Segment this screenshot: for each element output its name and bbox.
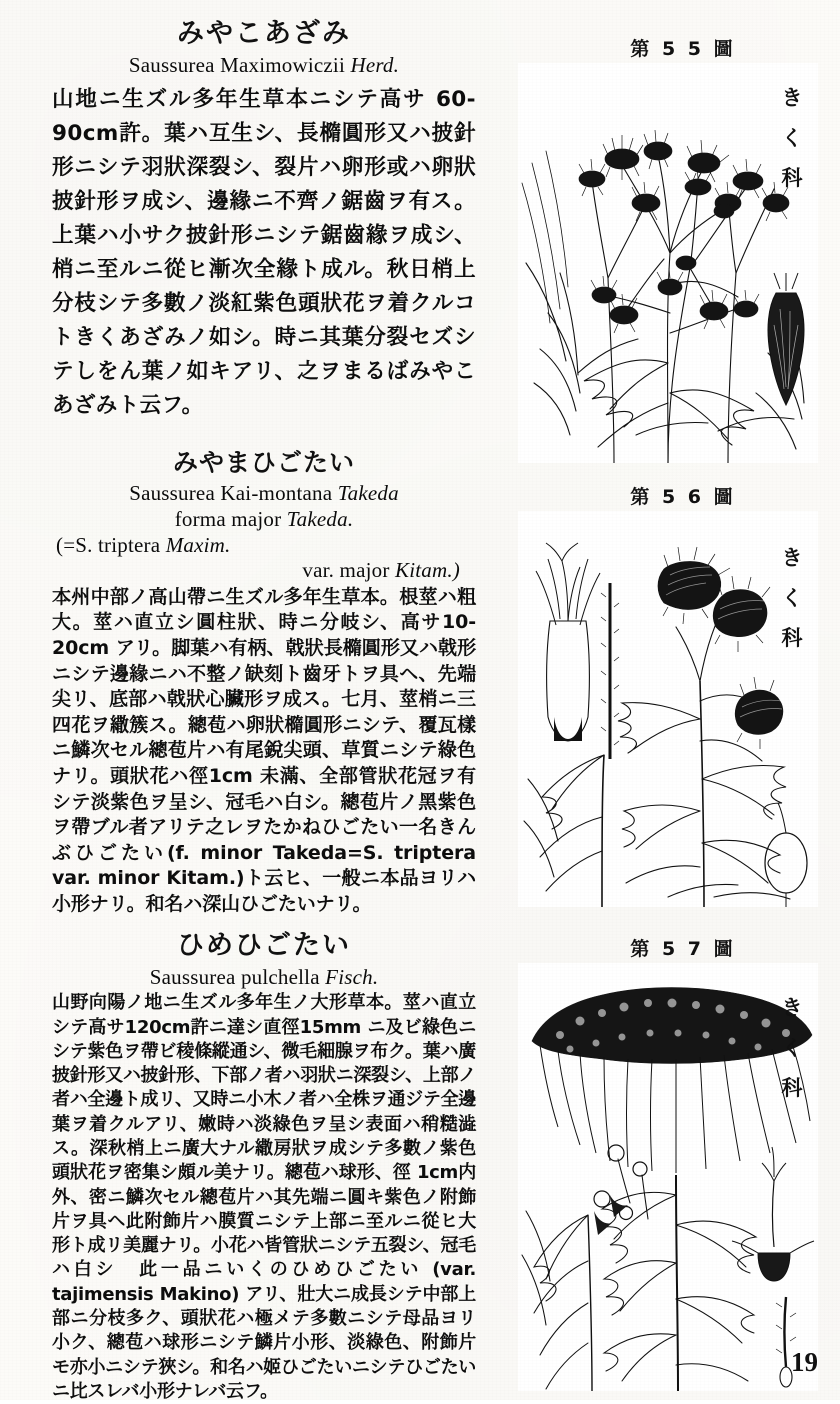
synonym-variety: var. major [302, 558, 390, 583]
family-label-char: き [781, 996, 803, 1020]
family-label-char: く [781, 586, 803, 610]
family-label-char: 科 [781, 1076, 803, 1100]
family-label-char: 科 [781, 166, 803, 190]
entry-scientific-name-line2 [52, 507, 476, 533]
scientific-authority: Takeda [337, 481, 399, 506]
figure-caption: 第 5 5 圖 [630, 38, 736, 60]
body-paragraph: 本州中部ノ高山帶ニ生ズル多年生草本。根莖ハ粗大。莖ハ直立シ圓柱狀、時ニ分岐シ、高サ10-20cm アリ。脚葉ハ有柄、戟狀長橢圓形又ハ戟形ニシテ邊緣ニハ不整ノ缺刻ト齒牙トヲ具ヘ、先端尖リ、底部ハ戟狀心臟形ヲ成ス。七月、莖梢ニ三四花ヲ繖簇ス。總苞ハ卵狀橢圓形ニシテ、覆瓦樣ニ鱗次セル總苞片ハ有尾銳尖頭、草質ニシテ綠色ナリ。頭狀花ハ徑1cm 未滿、全部管狀花冠ヲ有シテ淡紫色ヲ呈シ、冠毛ハ白シ。總苞片ノ黑紫色ヲ帶ブル者アリテ之レヲたかねひごたい一名きんぶひごたい(f. minor Takeda=S. triptera var. minor Kitam.)ト云ヒ、一般ニ本品ヨリハ小形ナリ。和名ハ深山ひごたいナリ。 [52, 585, 483, 915]
margin-column [770, 18, 830, 1358]
figure-caption: 第 5 7 圖 [630, 938, 736, 960]
family-label-char: 科 [781, 626, 803, 650]
entry-hime-higotai [52, 929, 482, 1404]
entry-japanese-name: ひめひごたい [177, 929, 351, 961]
synonym-name: (=S. triptera [56, 532, 161, 557]
scientific-authority: Fisch. [325, 964, 379, 989]
body-paragraph: 山地ニ生ズル多年生草本ニシテ高サ 60-90cm許。葉ハ互生シ、長橢圓形又ハ披針形ニシテ羽狀深裂シ、裂片ハ卵形或ハ卵狀披針形ヲ成シ、邊緣ニ不齊ノ鋸齒ヲ有ス。上葉ハ小サク披針形ニシテ鋸齒緣ヲ成シ、梢ニ至ルニ從ヒ漸次全緣ト成ル。秋日梢上分枝シテ多數ノ淡紅紫色頭狀花ヲ着クルコトきくあざみノ如シ。時ニ其葉分裂セズシテしをん葉ノ如キアリ、之ヲまるばみやこあざみト云フ。 [52, 86, 476, 418]
body-paragraph: 山野向陽ノ地ニ生ズル多年生ノ大形草本。莖ハ直立シテ高サ120cm許ニ達シ直徑15mm ニ及ビ綠色ニシテ紫色ヲ帶ビ稜條縱通シ、微毛細腺ヲ布ク。葉ハ廣披針形又ハ披針形、下部ノ者ハ羽狀ニ深裂シ、上部ノ者ハ全邊ト成リ、又時ニ小木ノ者ハ全株ヲ通ジテ全邊葉ヲ着クルアリ、嫩時ハ淡綠色ヲ呈シ表面ハ稍糙澁ス。深秋梢上ニ廣大ナル繖房狀ヲ成シテ多數ノ紫色頭狀花ヲ密集シ頗ル美ナリ。總苞ハ球形、徑 1cm内外、密ニ鱗次セル總苞片ハ其先端ニ圓キ紫色ノ附飾片ヲ具ヘ此附飾片ハ膜質ニシテ上部ニ至ルニ從ヒ大形ト成リ美麗ナリ。小花ハ皆管狀ニシテ五裂シ、冠毛ハ白シ 此一品ニいくのひめひごたい (var. tajimensis Makino) アリ、壯大ニ成長シテ中部上部ニ分枝多ク、頭狀花ハ極メテ多數ニシテ母品ヨリ小ク、總苞ハ球形ニシテ鱗片小形、淡綠色、附飾片モ亦小ニシテ狹シ。和名ハ姬ひごたいニシテひごたいニ比スレバ小形ナレバ云フ。 [52, 992, 482, 1402]
entry-body-text [52, 991, 482, 1404]
entry-body-text [52, 585, 483, 918]
entry-body-text [52, 83, 476, 423]
scientific-genus-species: Saussurea pulchella [149, 964, 320, 989]
family-label-char: く [781, 126, 803, 150]
scientific-genus-species: Saussurea Maximowiczii [128, 53, 345, 78]
family-label-fig55 [770, 78, 814, 198]
scientific-authority: Takeda. [286, 507, 354, 532]
figure-caption: 第 5 6 圖 [630, 486, 736, 508]
entry-japanese-name: みやまひごたい [172, 447, 355, 477]
page-number: 19 [791, 1347, 818, 1377]
entry-scientific-name-line1 [52, 481, 476, 507]
family-label-char: き [781, 546, 803, 570]
scientific-genus-species: Saussurea Kai-montana [129, 481, 333, 506]
entry-miyama-higotai [52, 447, 483, 918]
entry-miyako-azami [52, 18, 476, 423]
text-column [52, 18, 483, 1404]
entry-scientific-synonym-line2 [52, 558, 476, 584]
family-label-char: き [781, 86, 803, 110]
family-label-fig56 [770, 538, 814, 658]
synonym-variety-authority: Kitam.) [395, 558, 460, 583]
family-label-fig57 [770, 988, 814, 1108]
scientific-authority: Herd. [350, 53, 400, 78]
entry-scientific-synonym-line1 [52, 533, 476, 559]
family-label-char: く [781, 1036, 803, 1060]
entry-scientific-name [52, 53, 476, 79]
scientific-forma: forma major [174, 507, 282, 532]
entry-scientific-name [52, 965, 476, 991]
synonym-authority: Maxim. [165, 532, 231, 557]
entry-japanese-name: みやこあざみ [177, 18, 351, 49]
